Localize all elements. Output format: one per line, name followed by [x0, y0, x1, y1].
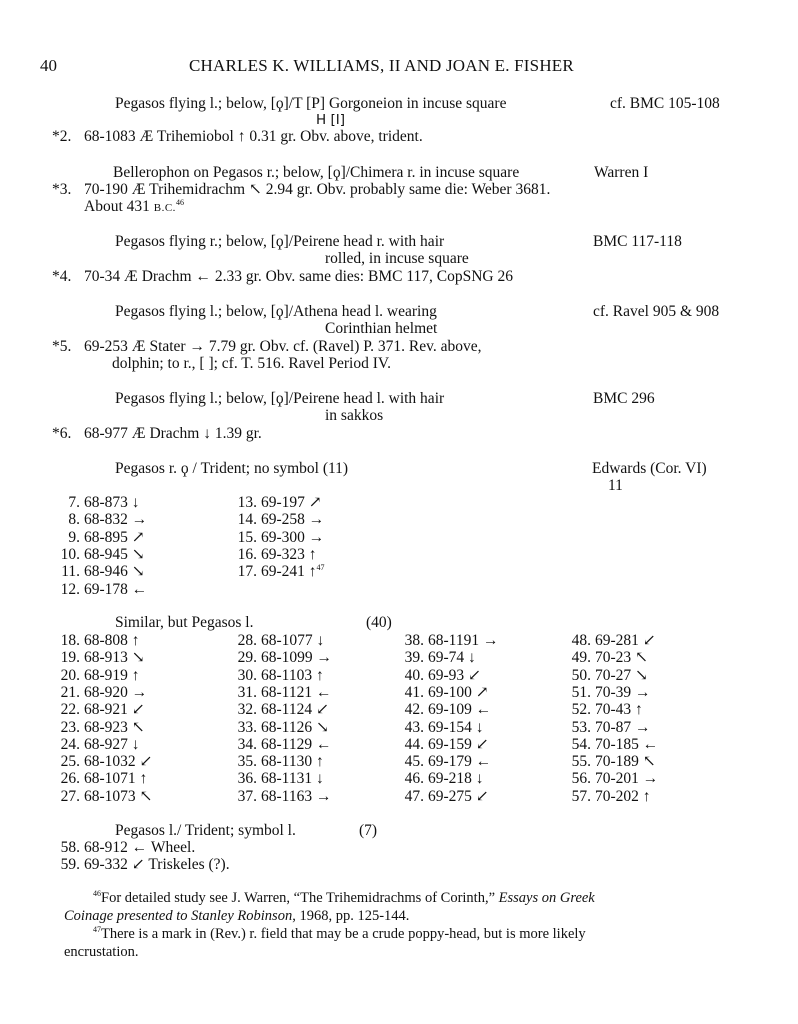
coin-entry: 68-832 →	[84, 511, 148, 529]
coin-entry: 68-945 ↘	[84, 545, 145, 563]
coin-entry: 68-919 ↑	[84, 666, 140, 684]
coin-entry: 68-1073 ↖	[84, 787, 153, 805]
coin-entry: 69-74 ↓	[428, 649, 476, 667]
coin-entry: 70-189 ↖	[595, 753, 656, 771]
coin-entry: 68-1191 →	[428, 632, 499, 649]
footnote-47: $^{47}$There is a mark in (Rev.) r. field that may be a crude poppy-head, but is more likely	[93, 925, 586, 942]
coin-type-line2: in sakkos	[325, 407, 384, 424]
catalog-number: 46.	[404, 770, 424, 788]
group-count: (40)	[366, 614, 392, 631]
coin-entry: 69-179 ←	[428, 753, 492, 771]
coin-type-line2: H [I]	[316, 112, 345, 128]
coin-type-description: Pegasos flying l.; below, [ϙ]/Peirene head l. with hair	[115, 390, 445, 407]
footnote-mark: 47	[316, 563, 325, 573]
group-count: (7)	[359, 822, 378, 839]
catalog-number: 30.	[237, 666, 257, 684]
coin-entry: 70-201 →	[595, 770, 659, 788]
coin-entry: 70-190 Æ Trihemidrachm ↖ 2.94 gr. Obv. probably same die: Weber 3681.	[84, 181, 551, 198]
catalog-number: 19.	[60, 649, 80, 667]
coin-entry: 68-1126 ↘	[261, 718, 329, 736]
coin-entry: 68-921 ↙	[84, 701, 145, 719]
coin-entry: 69-159 ↙	[428, 735, 489, 753]
coin-type-line2: rolled, in incuse square	[325, 250, 469, 267]
catalog-number: 39.	[404, 649, 424, 667]
catalog-number: 26.	[60, 770, 80, 788]
catalog-number: 25.	[60, 753, 80, 771]
group-heading: Similar, but Pegasos l.	[115, 614, 254, 631]
catalog-number: 31.	[237, 683, 257, 701]
coin-entry: 70-39 →	[595, 683, 651, 701]
catalog-number: 17.	[237, 563, 257, 581]
catalog-number: 50.	[571, 666, 591, 684]
catalog-number: 18.	[60, 632, 80, 649]
catalog-number: 20.	[60, 666, 80, 684]
catalog-number: 51.	[571, 683, 591, 701]
coin-entry: 70-185 ←	[595, 735, 659, 753]
coin-entry: 68-977 Æ Drachm ↓ 1.39 gr.	[84, 425, 262, 442]
coin-entry: 69-100 ↗	[428, 683, 489, 701]
reference: cf. Ravel 905 & 908	[593, 303, 720, 320]
reference: cf. BMC 105-108	[610, 95, 720, 112]
catalog-number: 27.	[60, 787, 80, 805]
catalog-number: 56.	[571, 770, 591, 788]
coin-entry: 68-1103 ↑	[261, 666, 324, 684]
catalog-number: 24.	[60, 735, 80, 753]
coin-entry: 68-1121 ←	[261, 683, 332, 701]
coin-date: About 431 B.C.$^{46}$	[84, 198, 184, 215]
catalog-number: 45.	[404, 753, 424, 771]
coin-entry: 68-1131 ↓	[261, 770, 324, 788]
catalog-number: 7.	[68, 494, 80, 511]
catalog-number: 59.	[60, 856, 80, 874]
coin-entry: 69-178 ←	[84, 580, 148, 598]
catalog-number: 21.	[60, 683, 80, 701]
catalog-number: 16.	[237, 545, 257, 563]
page-number: 40	[40, 56, 57, 75]
catalog-number: 28.	[237, 632, 257, 649]
coin-entry: 68-1032 ↙	[84, 753, 153, 771]
coin-entry: 68-1077 ↓	[261, 632, 325, 649]
footnote-46-line2: Coinage presented to Stanley Robinson, 1968, pp. 125-144.	[64, 908, 410, 924]
coin-entry: 69-253 Æ Stater → 7.79 gr. Obv. cf. (Ravel) P. 371. Rev. above,	[84, 338, 482, 355]
coin-entry: 68-1163 →	[261, 787, 332, 805]
footnote-mark: 46	[93, 889, 101, 898]
catalog-number: 13.	[237, 494, 257, 511]
coin-entry: 68-913 ↘	[84, 649, 145, 667]
coin-type-description: Pegasos flying l.; below, [ϙ]/Athena head l. wearing	[115, 303, 437, 320]
coin-entry: 69-197 ↗	[261, 494, 322, 511]
catalog-number: 22.	[60, 701, 80, 719]
coin-entry: 69-154 ↓	[428, 718, 484, 736]
coin-entry: 69-218 ↓	[428, 770, 484, 788]
catalog-number: 33.	[237, 718, 257, 736]
catalog-number: 40.	[404, 666, 424, 684]
coin-entry: 70-23 ↖	[595, 649, 649, 667]
coin-entry: 69-323 ↑	[261, 545, 317, 563]
catalog-number: 23.	[60, 718, 80, 736]
running-title: CHARLES K. WILLIAMS, II AND JOAN E. FISHER	[189, 56, 574, 75]
catalog-number: 58.	[60, 839, 80, 856]
reference: Edwards (Cor. VI)	[592, 460, 707, 477]
catalog-number: 9.	[68, 528, 80, 546]
catalog-number: 55.	[571, 753, 591, 771]
coin-entry: 68-895 ↗	[84, 528, 145, 546]
group-heading: Pegasos l./ Trident; symbol l.	[115, 822, 296, 839]
footnote-47-line2: encrustation.	[64, 944, 139, 960]
catalog-number: 32.	[237, 701, 257, 719]
catalog-number: *2.	[52, 128, 72, 145]
coin-entry-line2: dolphin; to r., [ ]; cf. T. 516. Ravel Period IV.	[112, 355, 391, 372]
group-heading: Pegasos r. ϙ / Trident; no symbol (11)	[115, 460, 349, 477]
reference: BMC 296	[593, 390, 655, 407]
coin-type-line2: Corinthian helmet	[325, 320, 438, 337]
coin-type-description: Bellerophon on Pegasos r.; below, [ϙ]/Chimera r. in incuse square	[113, 164, 520, 181]
coin-entry: 70-43 ↑	[595, 701, 643, 719]
catalog-number: 43.	[404, 718, 424, 736]
catalog-number: *6.	[52, 425, 72, 442]
coin-entry: 68-808 ↑	[84, 632, 140, 649]
coin-entry: 68-873 ↓	[84, 494, 140, 511]
coin-entry: 70-27 ↘	[595, 666, 649, 684]
coin-type-description: Pegasos flying l.; below, [ϙ]/T [P] Gorgoneion in incuse square	[115, 95, 507, 112]
coin-entry: 68-1129 ←	[261, 735, 332, 753]
catalog-number: 15.	[237, 528, 257, 546]
catalog-number: 35.	[237, 753, 257, 771]
catalog-number: 12.	[60, 580, 80, 598]
coin-type-description: Pegasos flying r.; below, [ϙ]/Peirene head r. with hair	[115, 233, 445, 250]
coin-entry: 69-109 ←	[428, 701, 492, 719]
coin-entry: 69-300 →	[261, 528, 325, 546]
coin-entry: 70-202 ↑	[595, 787, 651, 805]
coin-entry: 68-923 ↖	[84, 718, 145, 736]
catalog-number: 8.	[68, 511, 80, 529]
coin-entry: 68-1124 ↙	[261, 701, 329, 719]
catalog-number: *4.	[52, 268, 72, 285]
footnote-46: $^{46}$For detailed study see J. Warren, “The Trihemidrachms of Corinth,” Essays on Greek	[93, 889, 595, 906]
catalog-number: 54.	[571, 735, 591, 753]
catalog-number: 47.	[404, 787, 424, 805]
catalog-number: 44.	[404, 735, 424, 753]
catalog-number: *5.	[52, 338, 72, 355]
catalog-number: 14.	[237, 511, 257, 529]
coin-entry: 69-93 ↙	[428, 666, 482, 684]
coin-entry: 70-34 Æ Drachm ← 2.33 gr. Obv. same dies: BMC 117, CopSNG 26	[84, 268, 513, 285]
catalog-number: 41.	[404, 683, 424, 701]
coin-entry: 69-258 →	[261, 511, 325, 529]
catalog-number: 38.	[404, 632, 424, 649]
coin-entry: 69-281 ↙	[595, 632, 656, 649]
coin-entry: 69-241 ↑$^{47}$	[261, 563, 325, 581]
coin-entry: 68-920 →	[84, 683, 148, 701]
catalog-number: 49.	[571, 649, 591, 667]
coin-entry: 68-1130 ↑	[261, 753, 324, 771]
coin-entry: 69-332 ↙ Triskeles (?).	[84, 856, 230, 874]
catalog-number: 57.	[571, 787, 591, 805]
catalog-number: 53.	[571, 718, 591, 736]
catalog-number: 34.	[237, 735, 257, 753]
reference: BMC 117-118	[593, 233, 682, 250]
reference: Warren I	[594, 164, 649, 181]
coin-entry: 68-912 ← Wheel.	[84, 839, 196, 856]
coin-entry: 68-1099 →	[261, 649, 333, 667]
catalog-number: 48.	[571, 632, 591, 649]
footnote-mark: 47	[93, 925, 101, 934]
coin-entry: 68-946 ↘	[84, 563, 145, 581]
coin-entry: 69-275 ↙	[428, 787, 489, 805]
catalog-number: *3.	[52, 181, 72, 198]
coin-entry: 70-87 →	[595, 718, 651, 736]
catalog-number: 11.	[61, 563, 80, 581]
coin-entry: 68-1083 Æ Trihemiobol ↑ 0.31 gr. Obv. above, trident.	[84, 128, 423, 145]
catalog-number: 10.	[60, 545, 80, 563]
catalog-number: 37.	[237, 787, 257, 805]
coin-entry: 68-1071 ↑	[84, 770, 148, 788]
catalog-number: 36.	[237, 770, 257, 788]
catalog-number: 52.	[571, 701, 591, 719]
reference-line2: 11	[608, 477, 623, 494]
catalog-number: 29.	[237, 649, 257, 667]
catalog-number: 42.	[404, 701, 424, 719]
coin-entry: 68-927 ↓	[84, 735, 140, 753]
